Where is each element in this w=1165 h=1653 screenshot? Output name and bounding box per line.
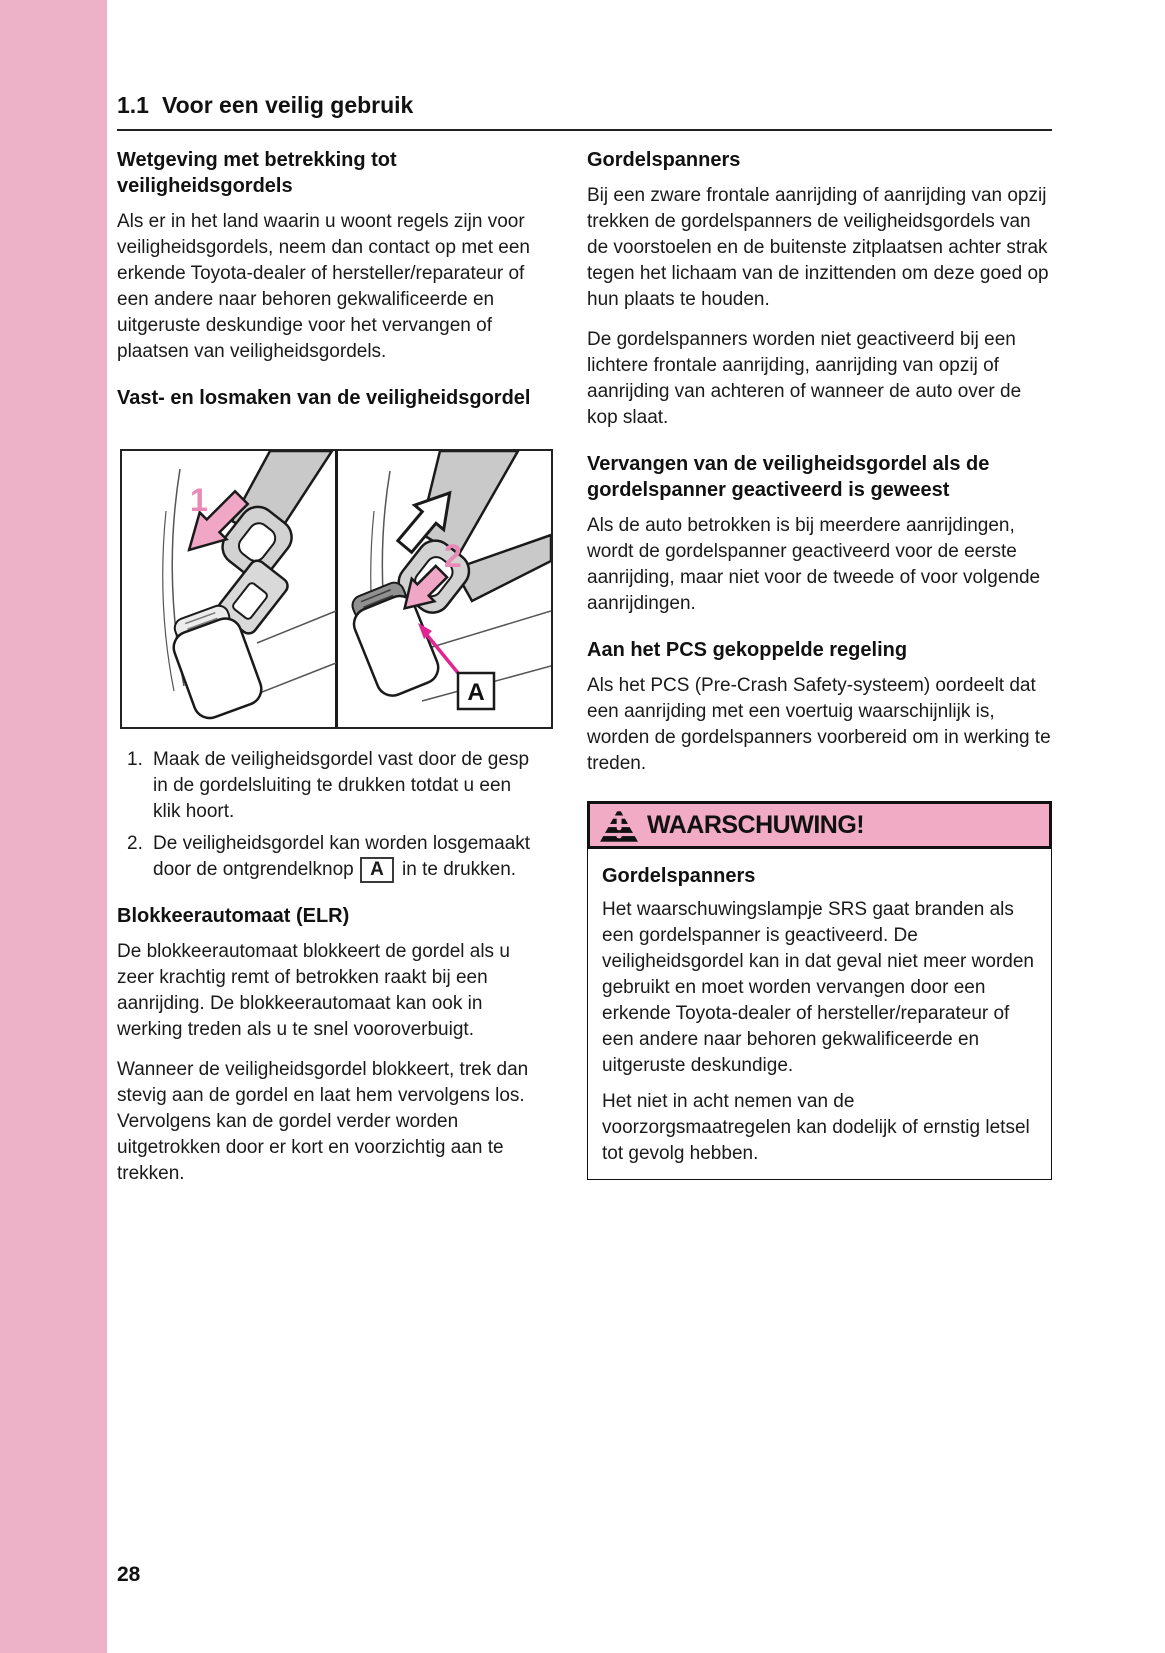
right-column: [587, 131, 1052, 1201]
figure-label-a: A: [467, 679, 485, 706]
warning-header: [587, 801, 1052, 849]
page-edge-band: [0, 0, 107, 1653]
warning-paragraph-2: Het niet in acht nemen van de voorzorgsmaatregelen kan dodelijk of ernstig letsel tot gevolg hebben.: [602, 1091, 1030, 1164]
warning-title: WAARSCHUWING!: [647, 810, 865, 839]
paragraph-pcs: Als het PCS (Pre-Crash Safety-systeem) oordeelt dat een aanrijding met een voertuig waarschijnlijk is, worden de gordelspanners voorbereid om in werking te treden.: [587, 675, 1051, 774]
heading-pcs: Aan het PCS gekoppelde regeling: [587, 639, 908, 661]
step-number: 2.: [127, 833, 143, 854]
paragraph-replace-belt: Als de auto betrokken is bij meerdere aanrijdingen, wordt de gordelspanner geactiveerd voor de eerste aanrijding, maar niet voor de tweede of voor volgende aanrijdingen.: [587, 515, 1041, 614]
step-number: 1.: [127, 749, 143, 770]
cushion-line: [252, 663, 336, 696]
warning-triangle-icon: [600, 808, 638, 842]
paragraph-pretensioners-1: Bij een zware frontale aanrijding of aanrijding van opzij trekken de gordelspanners de veiligheidsgordels van de voorstoelen en de buitenste zitplaatsen achter strak tegen het lichaam van de inzittenden om deze goed op hun plaats te houden.: [587, 185, 1049, 310]
warning-subheading: Gordelspanners: [602, 865, 756, 887]
step-text-before: De veiligheidsgordel kan worden losgemaakt door de ontgrendelknop: [153, 833, 531, 880]
figure-label-1: 1: [190, 482, 208, 518]
page-title: [117, 92, 1052, 131]
release-button-badge: A: [360, 857, 394, 883]
heading-fasten: Vast- en losmaken van de veiligheidsgordel: [117, 387, 531, 409]
section-title: Voor een veilig gebruik: [161, 92, 414, 118]
cushion-line: [257, 611, 336, 643]
heading-elr: Blokkeerautomaat (ELR): [117, 905, 350, 927]
heading-pretensioners: Gordelspanners: [587, 149, 741, 171]
paragraph-law: Als er in het land waarin u woont regels zijn voor veiligheidsgordels, neem dan contact op met een erkende Toyota-dealer of hersteller/reparateur of een andere naar behoren gekwalificeerde en uitgeruste deskundige voor het vervangen of plaatsen van veiligheidsgordels.: [117, 211, 530, 362]
left-column: [117, 131, 550, 1201]
paragraph-pretensioners-2: De gordelspanners worden niet geactiveerd bij een lichtere frontale aanrijding, aanrijding van opzij of aanrijding van achteren of wanneer de auto over de kop slaat.: [587, 329, 1022, 428]
fasten-steps-list: [117, 747, 550, 883]
page-number: 28: [117, 1563, 141, 1586]
paragraph-elr-1: De blokkeerautomaat blokkeert de gordel als u zeer krachtig remt of betrokken raakt bij een aanrijding. De blokkeerautomaat kan ook in werking treden als u te snel vooroverbuigt.: [117, 941, 510, 1040]
step-item-2: [127, 831, 540, 883]
warning-body: [587, 849, 1052, 1180]
step-text: [153, 831, 540, 883]
seatbelt-buckle-figure: [120, 449, 553, 729]
paragraph-elr-2: Wanneer de veiligheidsgordel blokkeert, trek dan stevig aan de gordel en laat hem vervolgens los. Vervolgens kan de gordel verder worden uitgetrokken door er kort en voorzichtig aan te trekken.: [117, 1059, 529, 1184]
warning-box: [587, 801, 1052, 1180]
step-text-after: in te drukken.: [402, 859, 517, 880]
heading-replace-belt: Vervangen van de veiligheidsgordel als de gordelspanner geactiveerd is geweest: [587, 453, 990, 501]
section-number: 1.1: [117, 92, 149, 118]
step-text: Maak de veiligheidsgordel vast door de gesp in de gordelsluiting te drukken totdat u een klik hoort.: [153, 749, 530, 822]
page-content: [117, 92, 1052, 1201]
step-item-1: [127, 747, 540, 825]
cushion-line: [432, 611, 551, 647]
figure-label-2: 2: [444, 538, 462, 574]
heading-law: Wetgeving met betrekking tot veiligheidsgordels: [117, 149, 397, 197]
warning-paragraph-1: Het waarschuwingslampje SRS gaat branden als een gordelspanner is geactiveerd. De veiligheidsgordel kan in dat geval niet meer worden gebruikt en moet worden vervangen door een erkende Toyota-dealer of hersteller/reparateur of een andere naar behoren gekwalificeerde en uitgeruste deskundige.: [602, 899, 1034, 1076]
seatbelt-illustration: [122, 451, 551, 727]
